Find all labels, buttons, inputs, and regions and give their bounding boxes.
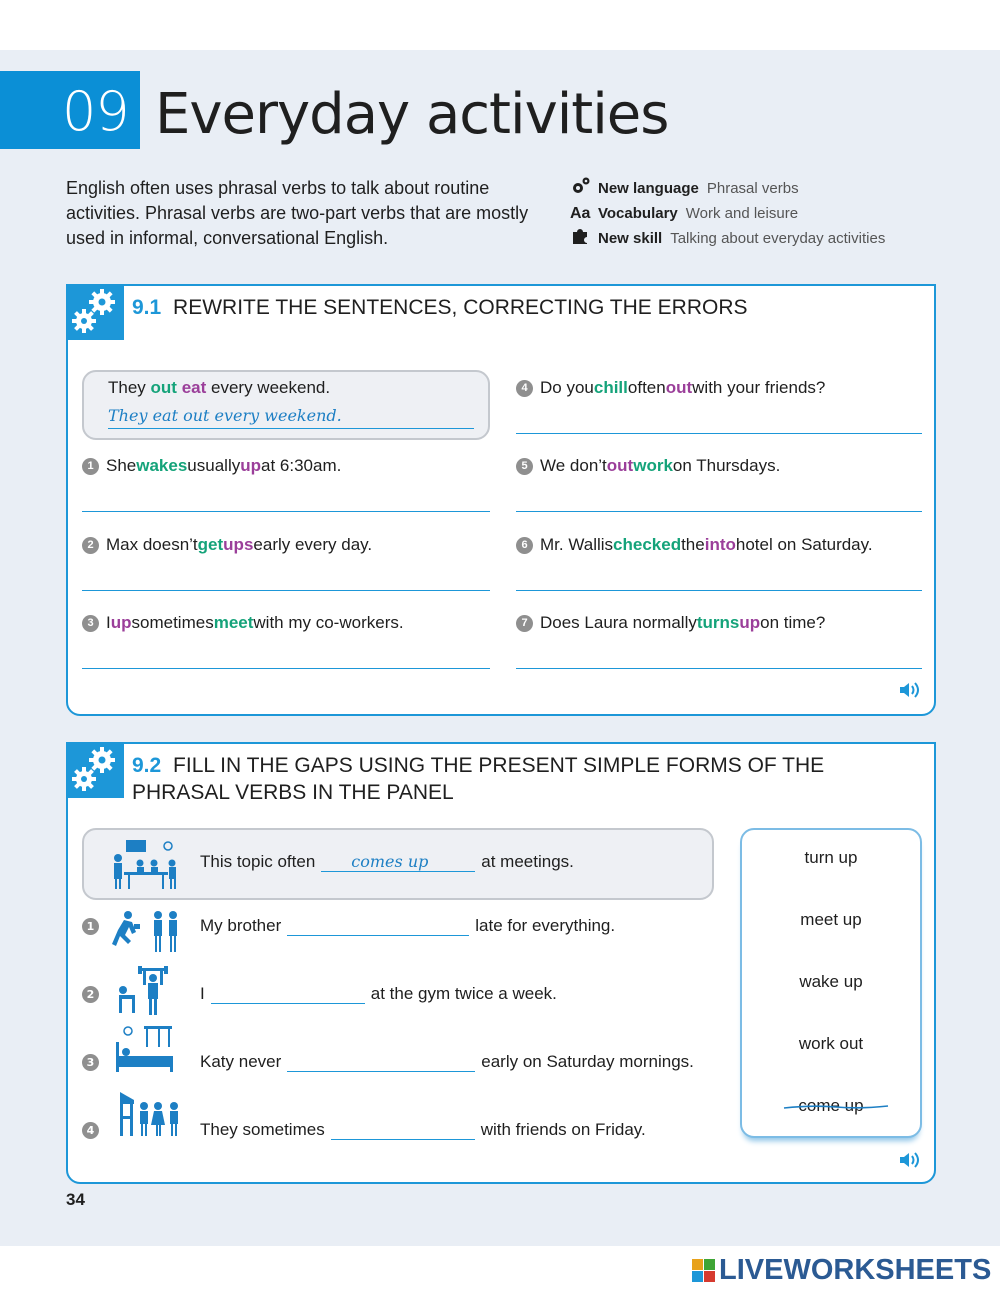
answer-line [108, 428, 474, 429]
exercise-number: 9.2 [132, 754, 162, 777]
example-answer: comes up [351, 852, 429, 871]
audio-icon[interactable] [898, 1150, 922, 1170]
answer-input-1[interactable] [82, 511, 490, 512]
example-sentence: This topic often comes up at meetings. [200, 852, 574, 871]
gap-input-3[interactable] [287, 1052, 475, 1072]
audio-icon[interactable] [898, 680, 922, 700]
gap-input-4[interactable] [331, 1120, 475, 1140]
exercise-instruction: REWRITE THE SENTENCES, CORRECTING THE ERRORS [173, 296, 748, 319]
question-6: 6 Mr. Wallis checked the into hotel on Saturday. [516, 535, 873, 555]
question-2: 2 Max doesn’t get ups early every day. [82, 535, 372, 555]
meta-value: Talking about everyday activities [670, 230, 886, 247]
gears-icon [66, 742, 124, 798]
exercise-title [132, 752, 912, 806]
word-panel [740, 828, 922, 1138]
unit-meta [570, 176, 885, 251]
answer-input-2[interactable] [82, 590, 490, 591]
example-answer: They eat out every weekend. [108, 406, 342, 425]
logo-mark-icon [692, 1259, 715, 1282]
word-option: turn up [804, 848, 858, 867]
exercise-9-2-panel [66, 742, 936, 1184]
meta-new-language [570, 176, 885, 201]
meta-label: New skill [598, 230, 663, 247]
meta-new-skill [570, 226, 885, 251]
answer-input-3[interactable] [82, 668, 490, 669]
answer-input-5[interactable] [516, 511, 922, 512]
unit-number: 09 [62, 80, 129, 143]
word-option: wake up [799, 972, 863, 991]
meta-label: Vocabulary [598, 205, 678, 222]
gears-icon [570, 176, 598, 201]
example-box [82, 370, 490, 440]
question-number: 1 [82, 918, 99, 935]
vocabulary-icon: Aa [570, 204, 591, 222]
example-sentence: They out eat every weekend. [108, 378, 331, 397]
gap-input-2[interactable] [211, 984, 365, 1004]
question-number: 5 [516, 458, 533, 475]
question-4: 4 Do you chill often out with your friends? [516, 378, 825, 398]
exercise-9-1-panel [66, 284, 936, 716]
question-number: 2 [82, 986, 99, 1003]
question-4: They sometimes with friends on Friday. [200, 1120, 646, 1139]
page-title: Everyday activities [155, 82, 669, 147]
question-1: 1 She wakes usually up at 6:30am. [82, 456, 341, 476]
word-option: work out [798, 1034, 864, 1053]
gears-icon [66, 284, 124, 340]
exercise-title [132, 294, 912, 321]
running-late-icon [110, 910, 182, 954]
logo-text: LIVEWORKSHEETS [719, 1254, 992, 1286]
question-number: 3 [82, 1054, 99, 1071]
example-gap [321, 852, 475, 872]
question-7: 7 Does Laura normally turns up on time? [516, 613, 825, 633]
intro-text: English often uses phrasal verbs to talk about routine activities. Phrasal verbs are two-part verbs that are mostly used in informal, conversational English. [66, 178, 529, 248]
exercise-number: 9.1 [132, 296, 162, 319]
gym-icon [116, 966, 172, 1016]
friends-icon [118, 1090, 184, 1138]
example-box [82, 828, 714, 900]
question-1: My brother late for everything. [200, 916, 616, 935]
strikethrough-mark [782, 1103, 890, 1111]
word-option-used: come up [798, 1096, 864, 1115]
question-number: 2 [82, 537, 99, 554]
meeting-icon [110, 838, 182, 890]
meta-value: Work and leisure [685, 205, 799, 222]
answer-input-4[interactable] [516, 433, 922, 434]
question-3: 3 I up sometimes meet with my co-workers. [82, 613, 404, 633]
question-number: 1 [82, 458, 99, 475]
question-number: 7 [516, 615, 533, 632]
answer-input-7[interactable] [516, 668, 922, 669]
sleeping-icon [114, 1026, 176, 1074]
page-number: 34 [66, 1190, 85, 1209]
question-5: 5 We don’t out work on Thursdays. [516, 456, 780, 476]
answer-input-6[interactable] [516, 590, 922, 591]
question-number: 3 [82, 615, 99, 632]
meta-value: Phrasal verbs [706, 180, 799, 197]
meta-vocabulary [570, 201, 885, 226]
liveworksheets-logo [692, 1254, 991, 1287]
word-option: meet up [800, 910, 862, 929]
gap-input-1[interactable] [287, 916, 469, 936]
exercise-instruction: FILL IN THE GAPS USING THE PRESENT SIMPLE FORMS OF THE PHRASAL VERBS IN THE PANEL [132, 754, 825, 804]
question-3: Katy never early on Saturday mornings. [200, 1052, 694, 1071]
question-2: I at the gym twice a week. [200, 984, 557, 1003]
question-number: 4 [516, 380, 533, 397]
puzzle-icon [570, 226, 598, 251]
meta-label: New language [598, 180, 699, 197]
question-number: 4 [82, 1122, 99, 1139]
question-number: 6 [516, 537, 533, 554]
